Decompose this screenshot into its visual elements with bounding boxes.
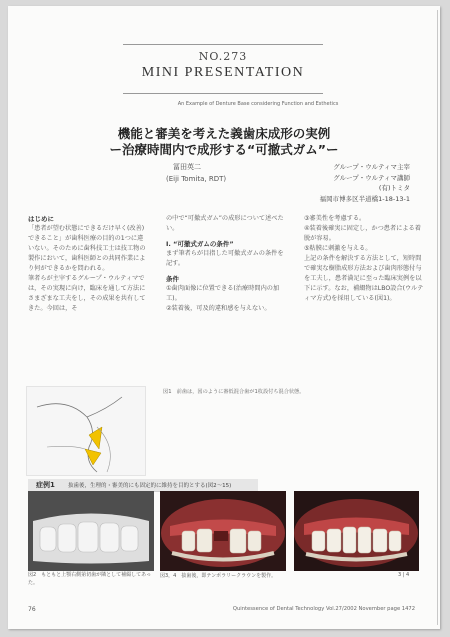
text-column-1	[28, 214, 148, 314]
affiliation-line: グループ・ウルティマ主宰	[333, 163, 410, 171]
affiliation-line: (有)トミタ	[378, 184, 410, 192]
page-number: 76	[28, 606, 36, 613]
author-affiliation	[320, 162, 410, 204]
issue-number: NO.273	[198, 50, 248, 63]
dental-model-image	[28, 491, 154, 571]
paragraph: 筆者らが主宰するグループ・ウルティマでは，その実現に向け，臨床を通して方法にさまざまな工夫をし，その成果を共有してきた。今回は，そ	[28, 275, 146, 312]
figure-3-4-caption: 図3，4 抜歯後，即テンポラリークラウンを製作。	[160, 573, 277, 579]
author-name-en: (Eiji Tomita, RDT)	[166, 175, 227, 183]
intraoral-photo-2	[294, 491, 419, 571]
section-heading: Ⅰ. “可撤式ガムの条件”	[166, 240, 234, 248]
journal-page	[8, 6, 440, 629]
photo-dental-model	[28, 491, 154, 571]
text-column-2	[166, 214, 286, 314]
article-title	[8, 126, 440, 158]
condition-item: ②装着後，可及的違和感を与えない。	[166, 305, 271, 312]
series-title: MINI PRESENTATION	[141, 65, 305, 80]
paragraph: の中で“可撤式ガム”の成形について述べたい。	[166, 215, 284, 232]
intraoral-photo-1	[160, 491, 286, 571]
author-name: 冨田英二	[173, 163, 201, 171]
section-heading: はじめに	[28, 215, 54, 223]
paragraph: まず筆者らが目指した可撤式ガムの条件を記す。	[166, 250, 284, 267]
case-label: 症例1	[36, 481, 55, 489]
tooth-section-drawing	[27, 387, 145, 475]
text-column-3	[304, 214, 424, 304]
figure-2-caption: 図2 もともと上顎右側第切歯が隣として補綴してあった。	[28, 572, 152, 586]
figure-1-caption: 図1 前歯は，図のように審低混合歯が1枚設付ち混合状態。	[163, 389, 305, 395]
english-subtitle: An Example of Denture Base considering Function and Esthetics	[177, 101, 339, 107]
section-heading: 条件	[166, 275, 179, 283]
case-description: 抜歯後，生理的・審美的にも固定的に維持を目的とする(図2〜15)	[68, 483, 232, 489]
photo-temporary-crown	[294, 491, 419, 571]
figure-1-diagram	[26, 386, 146, 476]
condition-item: ③審美性を考慮する。	[304, 215, 366, 222]
journal-citation: Quintessence of Dental Technology Vol.27/2002 November page 1472	[232, 606, 415, 612]
condition-item: ④装着後確実に固定し，かつ患者による着脱が容易。	[304, 225, 421, 242]
series-header	[123, 44, 323, 94]
condition-item: ①歯肉面像に位置できる(治療時間内の加工)。	[166, 285, 280, 302]
title-line-1: 機能と審美を考えた義歯床成形の実例	[117, 126, 331, 141]
title-line-2: ー治療時間内で成形する“可撤式ガム”ー	[109, 142, 339, 157]
affiliation-line: 福岡市博多区半道橋1-18-13-1	[319, 194, 410, 203]
page-edge	[437, 10, 438, 625]
paragraph: 上記の条件を解決する方法として，短時間で確実な樹脂成形方法および歯肉形態付与を工夫し，患者満足に至った臨床実例を以下に示す。なお，補綴物はLBO設合(ウルティマ方式)を採用している(図1)。	[304, 255, 424, 302]
paragraph: 「患者が望む状態にできるだけ早く(改善)できること」が歯科医療の目的の1つに違いない。そのために歯科技工士は技工物の製作において，歯科医師との共同作業により何ができるかを問われる。	[28, 225, 146, 272]
condition-item: ⑤粘膜に刺激を与える。	[304, 245, 372, 252]
photo-extraction-site	[160, 491, 286, 571]
affiliation-line: グループ・ウルティマ講師	[333, 173, 410, 182]
figure-number-marker: 3 | 4	[398, 572, 410, 578]
